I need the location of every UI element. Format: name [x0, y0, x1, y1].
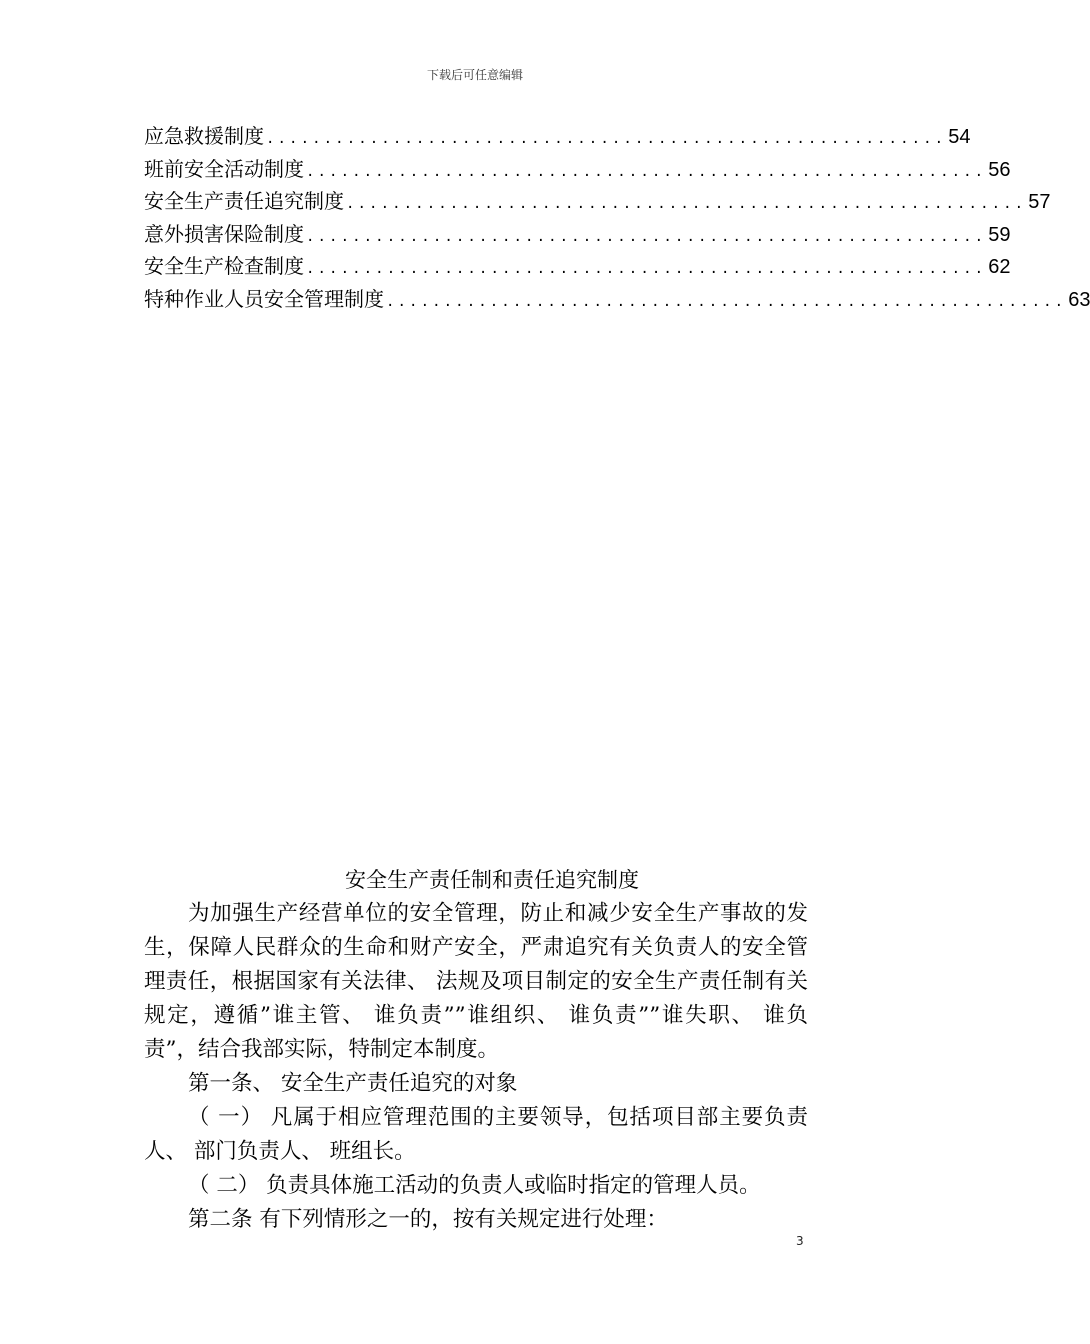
toc-entry[interactable] [144, 218, 1011, 251]
toc-entry-page: 62 [988, 256, 1011, 279]
toc-entry-title: 意外损害保险制度 [144, 221, 304, 246]
page-header-note: 下载后可任意编辑 [426, 68, 523, 82]
toc-leader-dots: ........................................................... [306, 228, 987, 245]
toc-entry[interactable] [144, 185, 1051, 218]
article-heading: 第一条、 安全生产责任追究的对象 [188, 1071, 518, 1096]
clause-paragraph: （ 二） 负责具体施工活动的负责人或临时指定的管理人员。 [188, 1173, 761, 1198]
toc-entry[interactable] [144, 153, 1011, 186]
toc-entry-page: 54 [948, 126, 971, 148]
toc-leader-dots: ........................................................... [306, 163, 987, 180]
toc-entry-title: 班前安全活动制度 [144, 156, 304, 181]
toc-entry-title: 安全生产检查制度 [144, 254, 304, 279]
toc-entry-title: 安全生产责任追究制度 [144, 189, 344, 214]
toc-leader-dots: ........................................................... [306, 261, 987, 278]
toc-entry-page: 56 [988, 158, 1011, 181]
toc-entry[interactable] [144, 283, 1090, 316]
toc-leader-dots: ........................................................... [346, 196, 1027, 213]
page-number: 3 [796, 1234, 804, 1248]
toc-entry-page: 63 [1068, 288, 1090, 311]
toc-entry-page: 57 [1028, 191, 1051, 214]
table-of-contents [144, 120, 1090, 316]
toc-entry-page: 59 [988, 223, 1011, 246]
article-heading: 第二条 有下列情形之一的，按有关规定进行处理： [188, 1207, 668, 1232]
toc-entry-title: 应急救援制度 [144, 124, 264, 148]
toc-entry-title: 特种作业人员安全管理制度 [144, 286, 384, 311]
toc-entry[interactable] [144, 120, 971, 153]
toc-leader-dots: ........................................................... [266, 131, 947, 147]
toc-entry[interactable] [144, 250, 1011, 283]
clause-paragraph: （ 一） 凡属于相应管理范围的主要领导，包括项目部主要负责人、 部门负责人、 班组长。 [144, 1105, 808, 1164]
toc-leader-dots: ........................................................... [386, 293, 1067, 310]
document-body [144, 897, 808, 1237]
document-title: 安全生产责任制和责任追究制度 [345, 868, 639, 892]
intro-paragraph: 为加强生产经营单位的安全管理，防止和减少安全生产事故的发生，保障人民群众的生命和财产安全，严肃追究有关负责人的安全管理责任，根据国家有关法律、 法规及项目制定的安全生产责任制有关规定，遵循”谁主管、 谁负责””谁组织、 谁负责””谁失职、 谁负责”，结合我部实际，特制定本制度。 [144, 901, 808, 1062]
